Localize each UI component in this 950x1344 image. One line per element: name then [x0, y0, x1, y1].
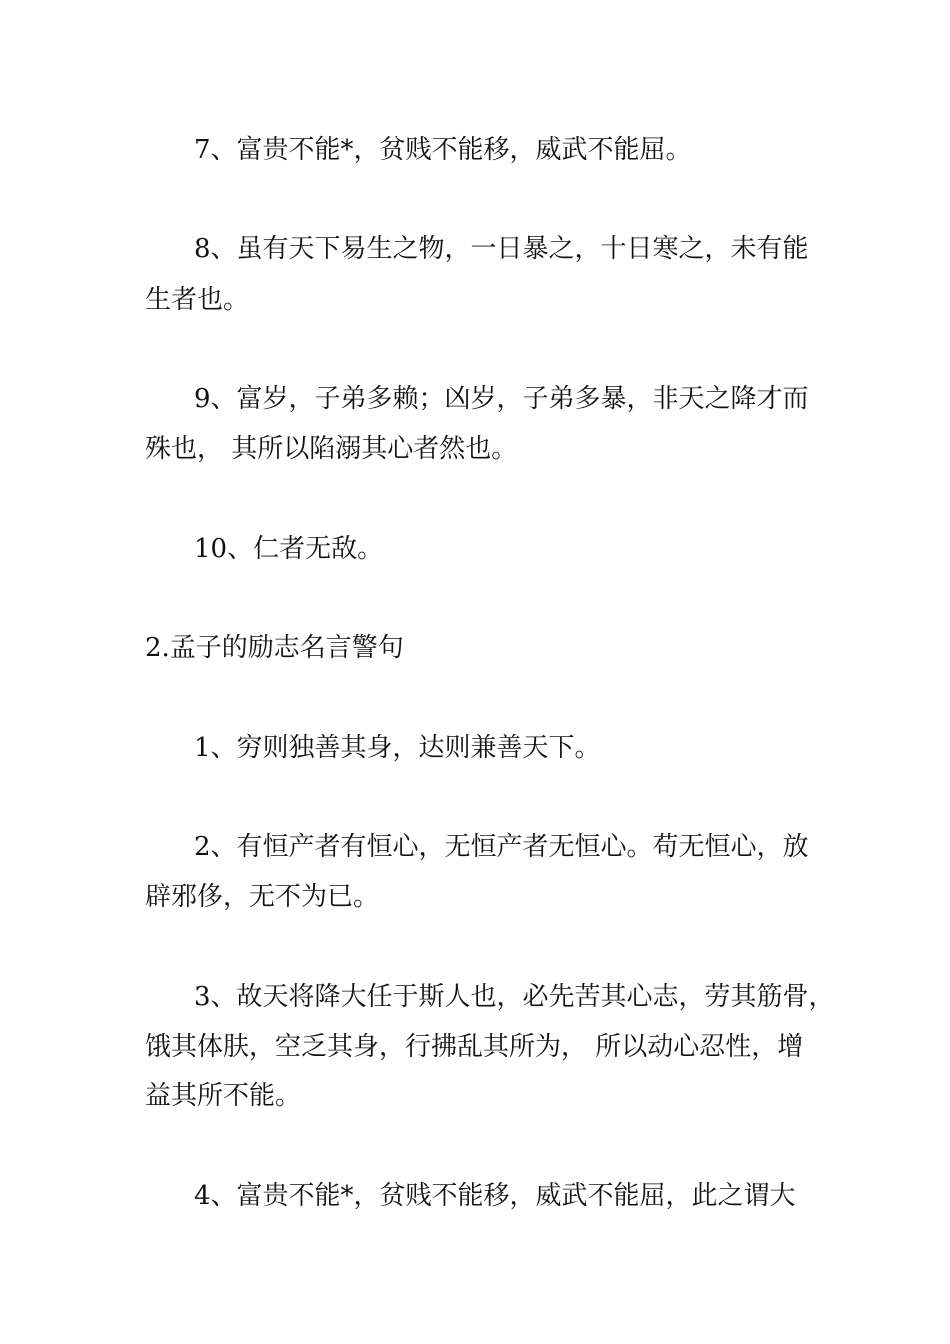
paragraph-10-line-1: 10、仁者无敌。: [194, 534, 384, 564]
section-item-3-line-2: 饿其体肤，空乏其身，行拂乱其所为， 所以动心忍性，增: [145, 1032, 804, 1062]
section-item-3-line-1: 3、故天将降大任于斯人也，必先苦其心志，劳其筋骨，: [194, 982, 835, 1012]
paragraph-9-line-1: 9、富岁，子弟多赖；凶岁，子弟多暴，非天之降才而: [194, 384, 809, 414]
paragraph-9-line-2: 殊也， 其所以陷溺其心者然也。: [145, 434, 518, 464]
section-item-3-line-3: 益其所不能。: [145, 1081, 302, 1111]
section-item-2-line-1: 2、有恒产者有恒心，无恒产者无恒心。苟无恒心，放: [194, 832, 809, 862]
paragraph-8-line-1: 8、虽有天下易生之物，一日暴之，十日寒之，未有能: [194, 234, 809, 264]
section-item-2-line-2: 辟邪侈，无不为已。: [145, 882, 380, 912]
paragraph-8-line-2: 生者也。: [145, 285, 250, 315]
section-item-4-line-1: 4、富贵不能*，贫贱不能移，威武不能屈，此之谓大: [194, 1181, 796, 1211]
section-item-1-line-1: 1、穷则独善其身，达则兼善天下。: [194, 733, 601, 763]
section-heading: 2.孟子的励志名言警句: [145, 633, 404, 663]
paragraph-7-line-1: 7、富贵不能*，贫贱不能移，威武不能屈。: [194, 135, 692, 165]
